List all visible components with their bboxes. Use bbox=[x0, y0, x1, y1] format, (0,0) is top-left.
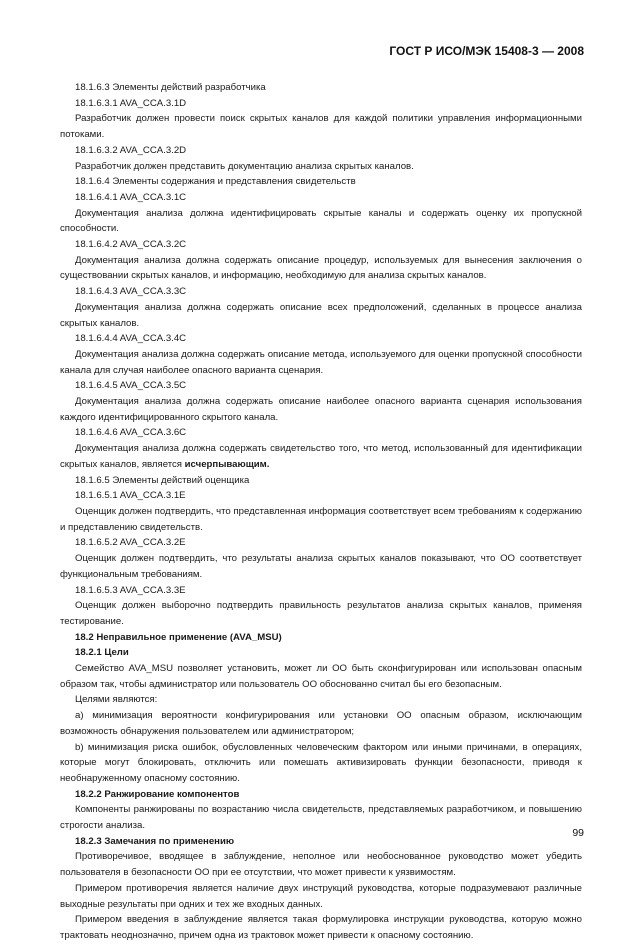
paragraph: 18.1.6.5.1 AVA_CCA.3.1E bbox=[75, 490, 186, 502]
paragraph: 18.1.6.4.3 AVA_CCA.3.3C bbox=[75, 286, 187, 298]
paragraph: Документация анализа должна содержать описание всех предположений, сделанных в процессе анализа скрытых каналов. bbox=[60, 301, 582, 329]
paragraph: Примером противоречия является наличие двух инструкций руководства, которые подразумевают различные выходные результаты при одних и тех же входных данных. bbox=[60, 882, 582, 910]
paragraph: 18.1.6.3 Элементы действий разработчика bbox=[75, 82, 266, 93]
paragraph: 18.1.6.4 Элементы содержания и представления свидетельств bbox=[75, 176, 356, 188]
paragraph: 18.1.6.5 Элементы действий оценщика bbox=[75, 474, 250, 486]
paragraph: Разработчик должен провести поиск скрытых каналов для каждой политики управления информационными потоками. bbox=[60, 113, 582, 141]
document-header: ГОСТ Р ИСО/МЭК 15408-3 — 2008 bbox=[389, 44, 584, 58]
section-heading: 18.2 Неправильное применение (AVA_MSU) bbox=[75, 631, 282, 643]
paragraph: 18.1.6.4.1 AVA_CCA.3.1C bbox=[75, 191, 187, 203]
paragraph-text: Документация анализа должна содержать свидетельство того, что метод, использованный для идентификации скрытых каналов, является bbox=[60, 443, 582, 470]
paragraph: Примером введения в заблуждение является такая формулировка инструкции руководства, которую можно трактовать неоднозначно, причем одна из трактовок может привести к опасному состоянию. bbox=[60, 914, 582, 941]
paragraph: 18.1.6.5.3 AVA_CCA.3.3E bbox=[75, 584, 186, 596]
paragraph: 18.1.6.5.2 AVA_CCA.3.2E bbox=[75, 537, 186, 549]
emphasis-exhaustive: исчерпывающим. bbox=[184, 458, 270, 470]
list-item: a) минимизация вероятности конфигурирования или установки ОО опасным образом, исключающим возможность обнаружения пользователем или администратором; bbox=[60, 710, 582, 737]
paragraph: Оценщик должен выборочно подтвердить правильность результатов анализа скрытых каналов, применяя тестирование. bbox=[60, 600, 582, 627]
paragraph: Оценщик должен подтвердить, что результаты анализа скрытых каналов показывают, что ОО соответствует функциональным требованиям. bbox=[60, 553, 582, 580]
paragraph: Оценщик должен подтвердить, что представленная информация соответствует всем требованиям к содержанию и представлению свидетельств. bbox=[60, 505, 582, 533]
paragraph: Документация анализа должна содержать описание метода, используемого для оценки пропускной способности канала для случая наиболее опасного варианта сценария. bbox=[60, 348, 582, 376]
paragraph: Разработчик должен представить документацию анализа скрытых каналов. bbox=[75, 160, 414, 172]
paragraph: Документация анализа должна содержать описание процедур, используемых для вынесения заключения о существовании скрытых каналов, и информацию, необходимую для анализа скрытых каналов. bbox=[60, 254, 582, 282]
paragraph: Семейство AVA_MSU позволяет установить, может ли ОО быть сконфигурирован или использован опасным образом так, чтобы администратор или пользователь ОО обоснованно считал бы его безопасным. bbox=[60, 663, 582, 690]
subsection-heading: 18.2.2 Ранжирование компонентов bbox=[75, 788, 240, 800]
paragraph: 18.1.6.4.6 AVA_CCA.3.6C bbox=[75, 427, 187, 439]
paragraph: Документация анализа должна содержать описание наиболее опасного варианта сценария использования каждого идентифицированного скрытого канала. bbox=[60, 396, 582, 423]
subsection-heading: 18.2.3 Замечания по применению bbox=[75, 835, 235, 847]
paragraph: Компоненты ранжированы по возрастанию числа свидетельств, представляемых разработчиком, и повышению строгости анализа. bbox=[60, 804, 582, 832]
paragraph: Противоречивое, вводящее в заблуждение, неполное или необоснованное руководство может убедить пользователя в безопасности ОО при ее отсутствии, что может привести к уязвимостям. bbox=[60, 851, 582, 879]
paragraph: Целями являются: bbox=[75, 694, 158, 706]
document-body bbox=[60, 80, 582, 944]
list-item: b) минимизация риска ошибок, обусловленных человеческим фактором или иными причинами, в операциях, которые могут блокировать, отключить или помешать активизировать функции безопасности, приводя к необнаруженному опасному состоянию. bbox=[60, 741, 582, 784]
page-number: 99 bbox=[572, 827, 584, 839]
paragraph: 18.1.6.4.5 AVA_CCA.3.5C bbox=[75, 380, 187, 392]
subsection-heading: 18.2.1 Цели bbox=[75, 647, 129, 659]
paragraph: Документация анализа должна идентифицировать скрытые каналы и содержать оценку их пропускной способности. bbox=[60, 207, 582, 235]
paragraph: 18.1.6.3.2 AVA_CCA.3.2D bbox=[75, 144, 187, 156]
paragraph: 18.1.6.4.4 AVA_CCA.3.4C bbox=[75, 333, 187, 345]
paragraph: 18.1.6.4.2 AVA_CCA.3.2C bbox=[75, 239, 187, 251]
paragraph: 18.1.6.3.1 AVA_CCA.3.1D bbox=[75, 97, 187, 109]
paragraph-exhaustive bbox=[60, 441, 582, 472]
